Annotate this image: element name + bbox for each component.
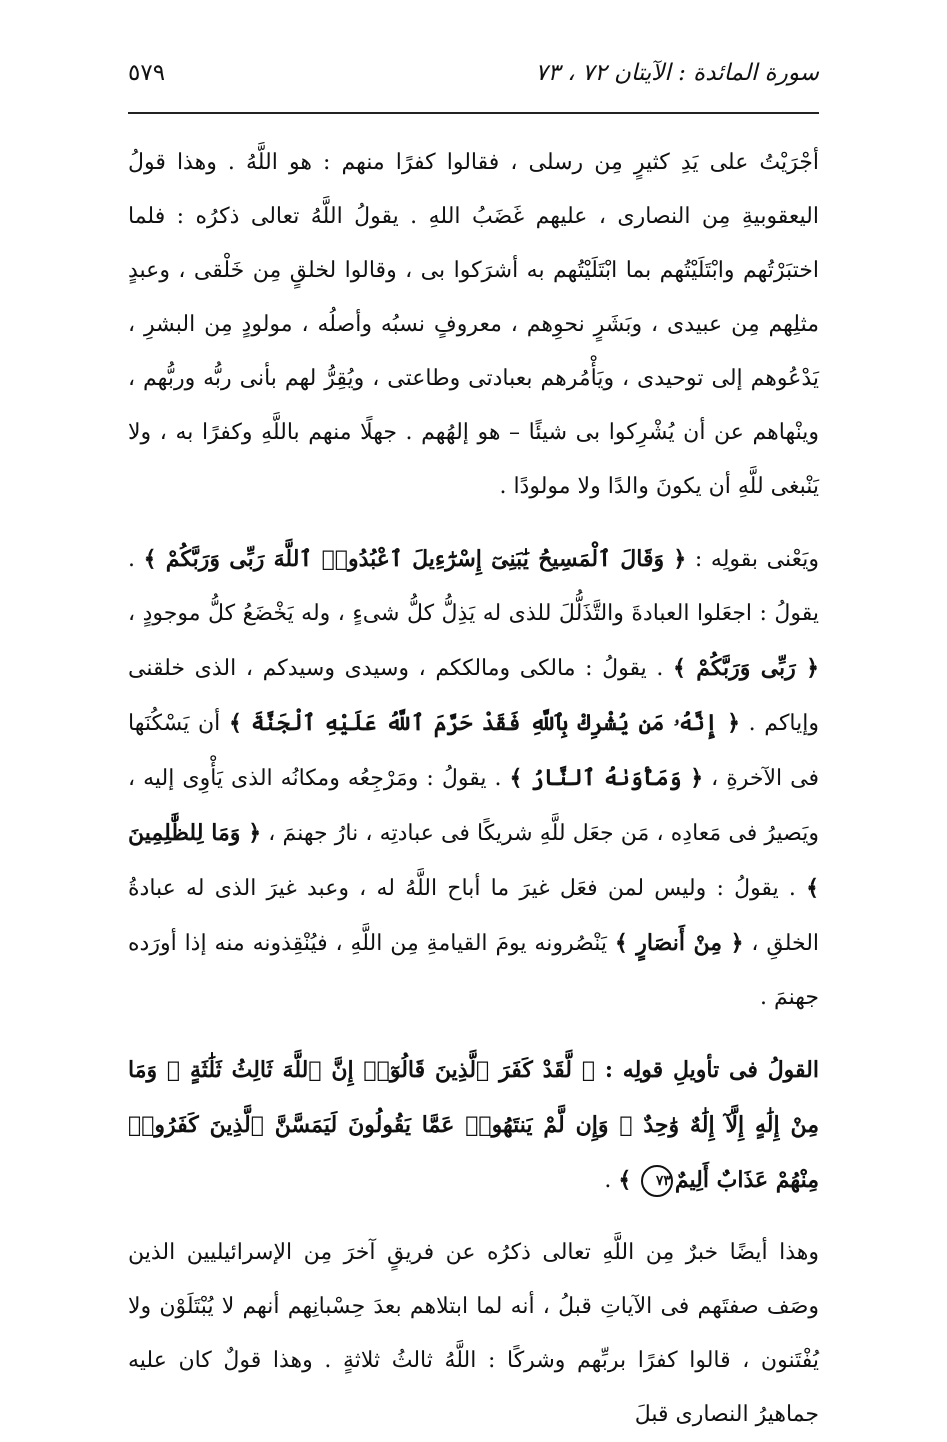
running-header <box>128 56 819 96</box>
paragraph-2 <box>128 532 819 1025</box>
verse-close-bracket: ﴾ <box>618 1167 639 1193</box>
body-text <box>128 136 819 1442</box>
paragraph-2-text: . يقولُ : اجعَلوا العبادةَ والتَّذَلُّلَ للذى له يَذِلُّ كلُّ شىءٍ ، وله يَخْضَعُ كلُّ موجودٍ ، <box>128 547 819 626</box>
quran-verse: ﴿ لَّقَدْ كَفَرَ ٱلَّذِينَ قَالُوٓا۟ إِنَّ ٱللَّهَ ثَالِثُ ثَلَٰثَةٍ ۘ وَمَا مِنْ إِلَٰهٍ إِلَّآ إِلَٰهٌ وَٰحِدٌ ۚ وَإِن لَّمْ يَنتَهُوا۟ عَمَّا يَقُولُونَ لَيَمَسَّنَّ ٱلَّذِينَ كَفَرُوا۟ مِنْهُمْ عَذَابٌ أَلِيمٌ <box>128 1057 819 1193</box>
section-heading: القولُ فى تأويلِ قولِه : <box>595 1057 819 1083</box>
paragraph-2-text: . يقولُ : وليس لمن فعَل غيرَ ما أباح اللَّهُ له ، وعبد غيرَ الذى له عبادةُ الخلقِ ، <box>128 876 820 956</box>
quran-verse: ﴿ وَقَالَ ٱلْمَسِيحُ يَٰبَنِىٓ إِسْرَٰٓءِيلَ ٱعْبُدُوا۟ ٱللَّهَ رَبِّى وَرَبَّكُمْ ﴾ <box>143 546 687 572</box>
paragraph-2-text: . يقولُ : ومَرْجِعُه ومكانُه الذى يَأْوِى إليه ، ويَصيرُ فى مَعادِه ، مَن جعَل للَّهِ شريكًا فى عبادتِه ، نارُ جهنمَ ، <box>128 766 819 846</box>
header-title: سورة المائدة : الآيتان ٧٢ ، ٧٣ <box>535 60 819 86</box>
header-divider <box>128 112 819 114</box>
ayah-number-marker: ٧٣ <box>641 1165 673 1197</box>
paragraph-2-text: . يقولُ : مالكى ومالككم ، وسيدى وسيدكم ، الذى خلقنى وإياكم . <box>128 656 819 736</box>
paragraph-2-text: أن يَسْكُنَها فى الآخرةِ ، <box>128 711 820 791</box>
quran-verse: ﴿ وَمَا لِلظَّٰلِمِينَ ﴾ <box>128 820 819 901</box>
quran-verse: ﴿ رَبِّى وَرَبَّكُمْ ﴾ <box>673 655 819 681</box>
paragraph-3 <box>128 1043 819 1208</box>
paragraph-2-text: يَنْصُرونه يومَ القيامةِ مِن اللَّهِ ، فيُنْقِذونه منه إذا أورَده جهنمَ . <box>128 931 819 1010</box>
paragraph-3-end: . <box>604 1168 619 1193</box>
quran-verse: ﴿ إِنَّهُۥ مَن يُشْرِكْ بِٱللَّهِ فَقَدْ حَرَّمَ ٱللَّهُ عَلَيْهِ ٱلْجَنَّةَ ﴾ <box>228 710 741 736</box>
paragraph-2-text: ويَعْنى بقولِه : <box>686 547 819 572</box>
quran-verse: ﴿ وَمَأْوَىٰهُ ٱلنَّارُ ﴾ <box>509 765 704 791</box>
page-number: ٥٧٩ <box>128 60 166 86</box>
quran-verse: ﴿ مِنْ أَنصَارٍ ﴾ <box>614 930 744 956</box>
paragraph-4: وهذا أيضًا خبرٌ مِن اللَّهِ تعالى ذكرُه عن فريقٍ آخرَ مِن الإسرائيليين الذين وصَف صفتَهم فى الآياتِ قبلُ ، أنه لما ابتلاهم بعدَ حِسْبانِهم أنهم لا يُبْتَلَوْن ولا يُفْتَنون ، قالوا كفرًا بربِّهم وشركًا : اللَّهُ ثالثُ ثلاثةٍ . وهذا قولٌ كان عليه جماهيرُ النصارى قبلَ <box>128 1240 819 1427</box>
paragraph-1: أجْرَيْتُ على يَدِ كثيرٍ مِن رسلى ، فقالوا كفرًا منهم : هو اللَّهُ . وهذا قولُ اليعقوبيةِ مِن النصارى ، عليهم غَضَبُ اللهِ . يقولُ اللَّهُ تعالى ذكرُه : فلما اختبَرْتُهم وابْتَلَيْتُهم بما ابْتَلَيْتُهم به أشرَكوا بى ، وقالوا لخلقٍ مِن خَلْقى ، وعبدٍ مثلِهم مِن عبيدى ، وبَشَرٍ نحوِهم ، معروفٍ نسبُه وأصلُه ، مولودٍ مِن البشرِ ، يَدْعُوهم إلى توحيدى ، ويَأْمُرهم بعبادتى وطاعتى ، ويُقِرُّ لهم بأنى ربُّه وربُّهم ، وينْهاهم عن أن يُشْرِكوا بى شيئًا – هو إلهُهم . جهلًا منهم باللَّهِ وكفرًا به ، ولا يَنْبغى للَّهِ أن يكونَ والدًا ولا مولودًا . <box>128 150 819 499</box>
